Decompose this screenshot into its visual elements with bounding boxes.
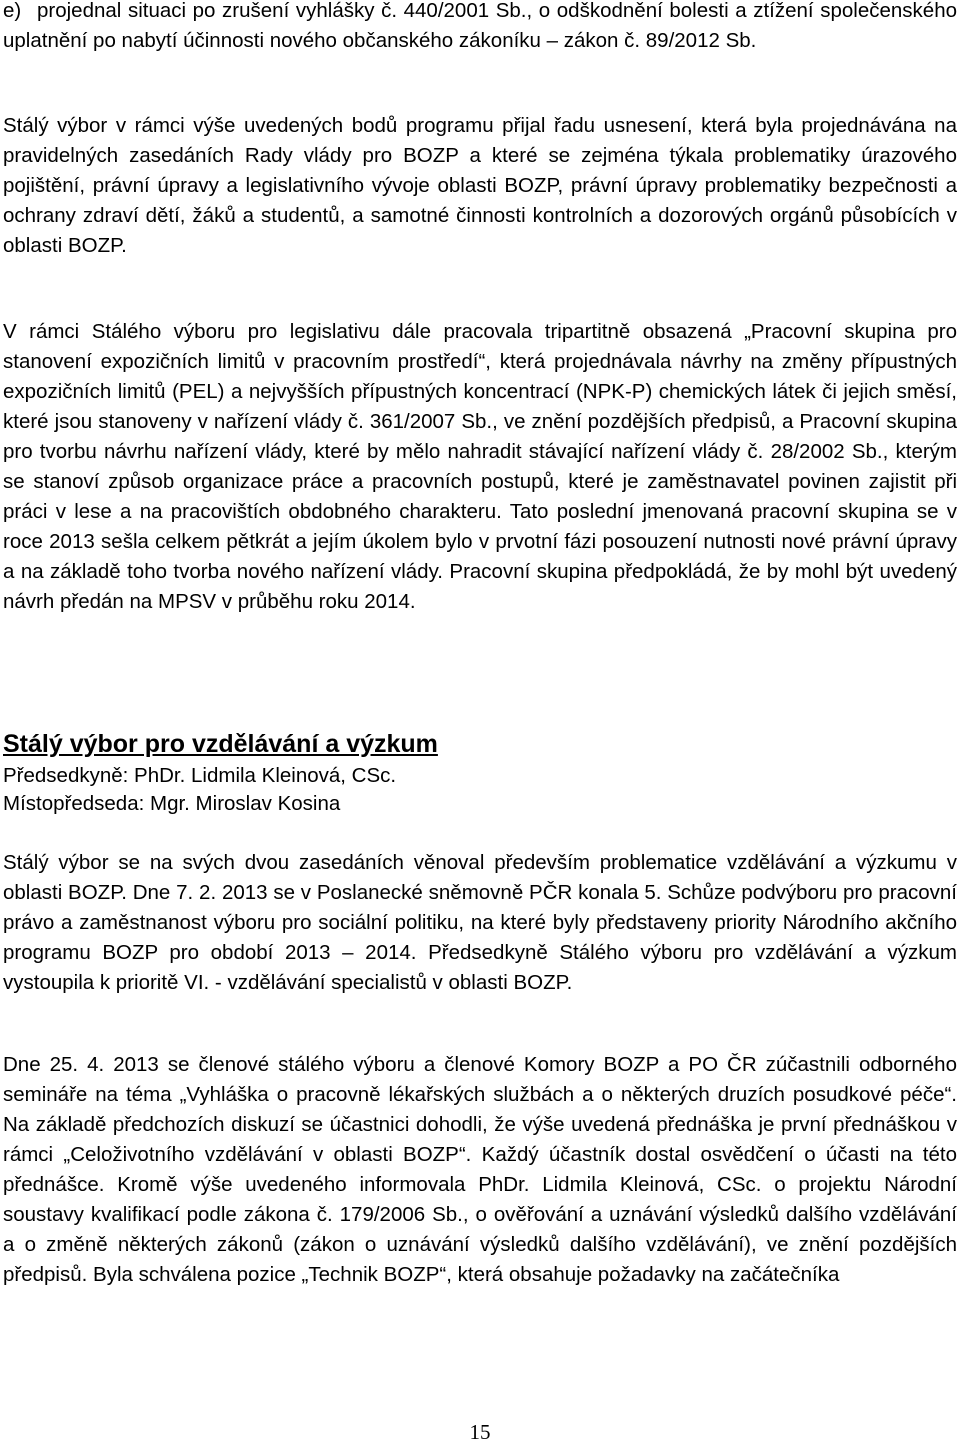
list-marker: e)	[3, 0, 22, 22]
page-number: 15	[469, 1420, 491, 1444]
paragraph-working-groups: V rámci Stálého výboru pro legislativu dále pracovala tripartitně obsazená „Pracovní skupina pro stanovení expozičních limitů v pracovním prostředí“, která projednávala návrhy na změny přípustných expozičních limitů (PEL) a nejvyšších přípustných koncentrací (NPK-P) chemických látek či jejich směsí, které jsou stanoveny v nařízení vlády č. 361/2007 Sb., ve znění pozdějších předpisů, a Pracovní skupina pro tvorbu návrhu nařízení vlády, které by mělo nahradit stávající nařízení vlády č. 28/2002 Sb., kterým se stanoví způsob organizace práce a pracovních postupů, které je zaměstnavatel povinen zajistit při práci v lese a na pracovištích obdobného charakteru. Tato poslední jmenovaná pracovní skupina se v roce 2013 sešla celkem pětkrát a jejím úkolem bylo v prvotní fázi posouzení nutnosti nové právní úpravy a na základě toho tvorba nového nařízení vlády. Pracovní skupina předpokládá, že by mohl být uvedený návrh předán na MPSV v průběhu roku 2014.	[3, 320, 957, 613]
paragraph-meetings: Stálý výbor se na svých dvou zasedáních věnoval především problematice vzdělávání a výzkumu v oblasti BOZP. Dne 7. 2. 2013 se v Poslanecké sněmovně PČR konala 5. Schůze podvýboru pro pracovní právo a zaměstnanost výboru pro sociální politiku, na které byly představeny priority Národního akčního programu BOZP pro období 2013 – 2014. Předsedkyně Stálého výboru pro vzdělávání a výzkum vystoupila k prioritě VI. - vzdělávání specialistů v oblasti BOZP.	[3, 851, 957, 994]
section-heading: Stálý výbor pro vzdělávání a výzkum	[3, 730, 438, 758]
vice-chair-line: Místopředseda: Mgr. Miroslav Kosina	[3, 792, 341, 815]
paragraph-resolutions: Stálý výbor v rámci výše uvedených bodů programu přijal řadu usnesení, která byla projednávána na pravidelných zasedáních Rady vlády pro BOZP a které se zejména týkala problematiky úrazového pojištění, právní úpravy a legislativního vývoje oblasti BOZP, právní úpravy problematiky bezpečnosti a ochrany zdraví dětí, žáků a studentů, a samotné činnosti kontrolních a dozorových orgánů působících v oblasti BOZP.	[3, 114, 957, 257]
list-item-e	[3, 0, 957, 56]
chair-line: Předsedkyně: PhDr. Lidmila Kleinová, CSc.	[3, 764, 397, 787]
paragraph-seminar: Dne 25. 4. 2013 se členové stálého výboru a členové Komory BOZP a PO ČR zúčastnili odborného semináře na téma „Vyhláška o pracovně lékařských službách a o některých druzích posudkové péče“. Na základě předchozích diskuzí se účastnici dohodli, že výše uvedená přednáška je první přednáškou v rámci „Celoživotního vzdělávání v oblasti BOZP“. Každý účastník dostal osvědčení o účasti na této přednášce. Kromě výše uvedeného informovala PhDr. Lidmila Kleinová, CSc. o projektu Národní soustavy kvalifikací podle zákona č. 179/2006 Sb., o ověřování a uznávání výsledků dalšího vzdělávání a o změně některých zákonů (zákon o uznávání výsledků dalšího vzdělávání), ve znění pozdějších předpisů. Byla schválena pozice „Technik BOZP“, která obsahuje požadavky na začátečníka	[3, 1053, 957, 1286]
list-item-text: projednal situaci po zrušení vyhlášky č. 440/2001 Sb., o odškodnění bolesti a ztížení společenského uplatnění po nabytí účinnosti nového občanského zákoníku – zákon č. 89/2012 Sb.	[3, 0, 957, 52]
